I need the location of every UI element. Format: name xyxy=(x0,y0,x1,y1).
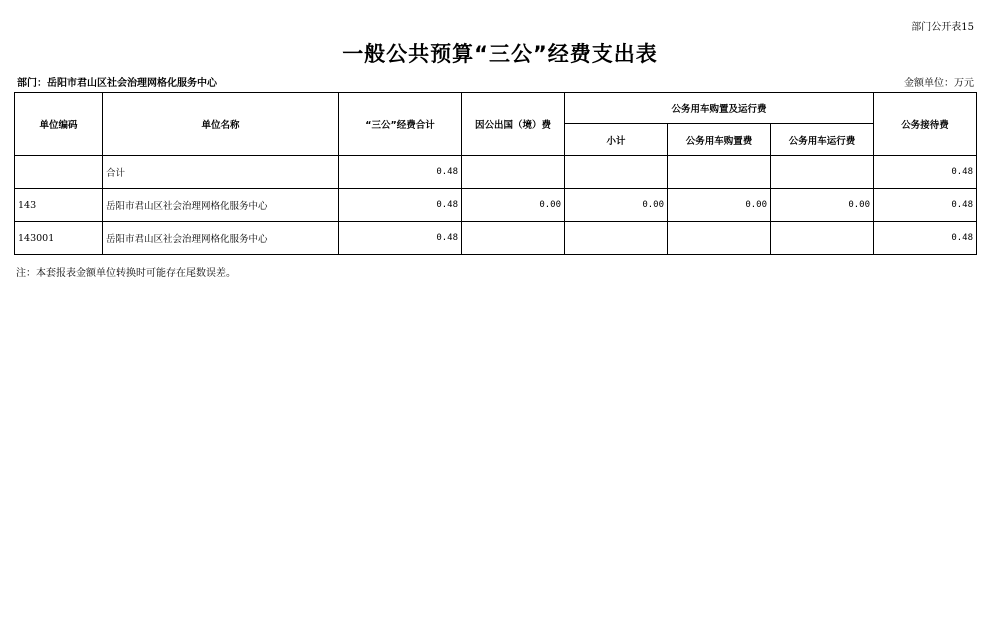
cell-reception: 0.48 xyxy=(874,156,977,189)
page-title: 一般公共预算“三公”经费支出表 xyxy=(342,42,658,66)
cell-vehicle-subtotal xyxy=(565,156,668,189)
cell-name: 岳阳市君山区社会治理网格化服务中心 xyxy=(103,222,339,255)
col-header-abroad: 因公出国（境）费 xyxy=(462,93,565,156)
table-row xyxy=(15,222,977,255)
cell-total: 0.48 xyxy=(339,156,462,189)
table-row xyxy=(15,189,977,222)
cell-vehicle-operation: 0.00 xyxy=(771,189,874,222)
cell-code xyxy=(15,156,103,189)
cell-total: 0.48 xyxy=(339,222,462,255)
cell-vehicle-operation xyxy=(771,156,874,189)
col-header-vehicle-operation: 公务用车运行费 xyxy=(771,124,874,156)
cell-name: 岳阳市君山区社会治理网格化服务中心 xyxy=(103,189,339,222)
expenditure-table xyxy=(14,92,977,255)
cell-vehicle-purchase: 0.00 xyxy=(668,189,771,222)
cell-name: 合计 xyxy=(103,156,339,189)
col-header-unit-code: 单位编码 xyxy=(15,93,103,156)
cell-vehicle-operation xyxy=(771,222,874,255)
cell-abroad xyxy=(462,156,565,189)
cell-vehicle-purchase xyxy=(668,156,771,189)
cell-vehicle-purchase xyxy=(668,222,771,255)
cell-vehicle-subtotal: 0.00 xyxy=(565,189,668,222)
form-number: 部门公开表15 xyxy=(911,22,974,33)
cell-vehicle-subtotal xyxy=(565,222,668,255)
cell-reception: 0.48 xyxy=(874,222,977,255)
col-header-vehicle-purchase: 公务用车购置费 xyxy=(668,124,771,156)
col-header-vehicle-subtotal: 小计 xyxy=(565,124,668,156)
cell-abroad xyxy=(462,222,565,255)
cell-total: 0.48 xyxy=(339,189,462,222)
department-label: 部门：岳阳市君山区社会治理网格化服务中心 xyxy=(17,78,217,89)
cell-code: 143 xyxy=(15,189,103,222)
footnote: 注：本套报表金额单位转换时可能存在尾数误差。 xyxy=(16,268,236,279)
table-row-total xyxy=(15,156,977,189)
col-header-total: “三公”经费合计 xyxy=(339,93,462,156)
cell-reception: 0.48 xyxy=(874,189,977,222)
col-header-vehicle-group: 公务用车购置及运行费 xyxy=(565,93,874,124)
cell-code: 143001 xyxy=(15,222,103,255)
col-header-reception: 公务接待费 xyxy=(874,93,977,156)
col-header-unit-name: 单位名称 xyxy=(103,93,339,156)
table-header-row xyxy=(15,93,977,124)
amount-unit-label: 金额单位：万元 xyxy=(904,78,974,89)
cell-abroad: 0.00 xyxy=(462,189,565,222)
